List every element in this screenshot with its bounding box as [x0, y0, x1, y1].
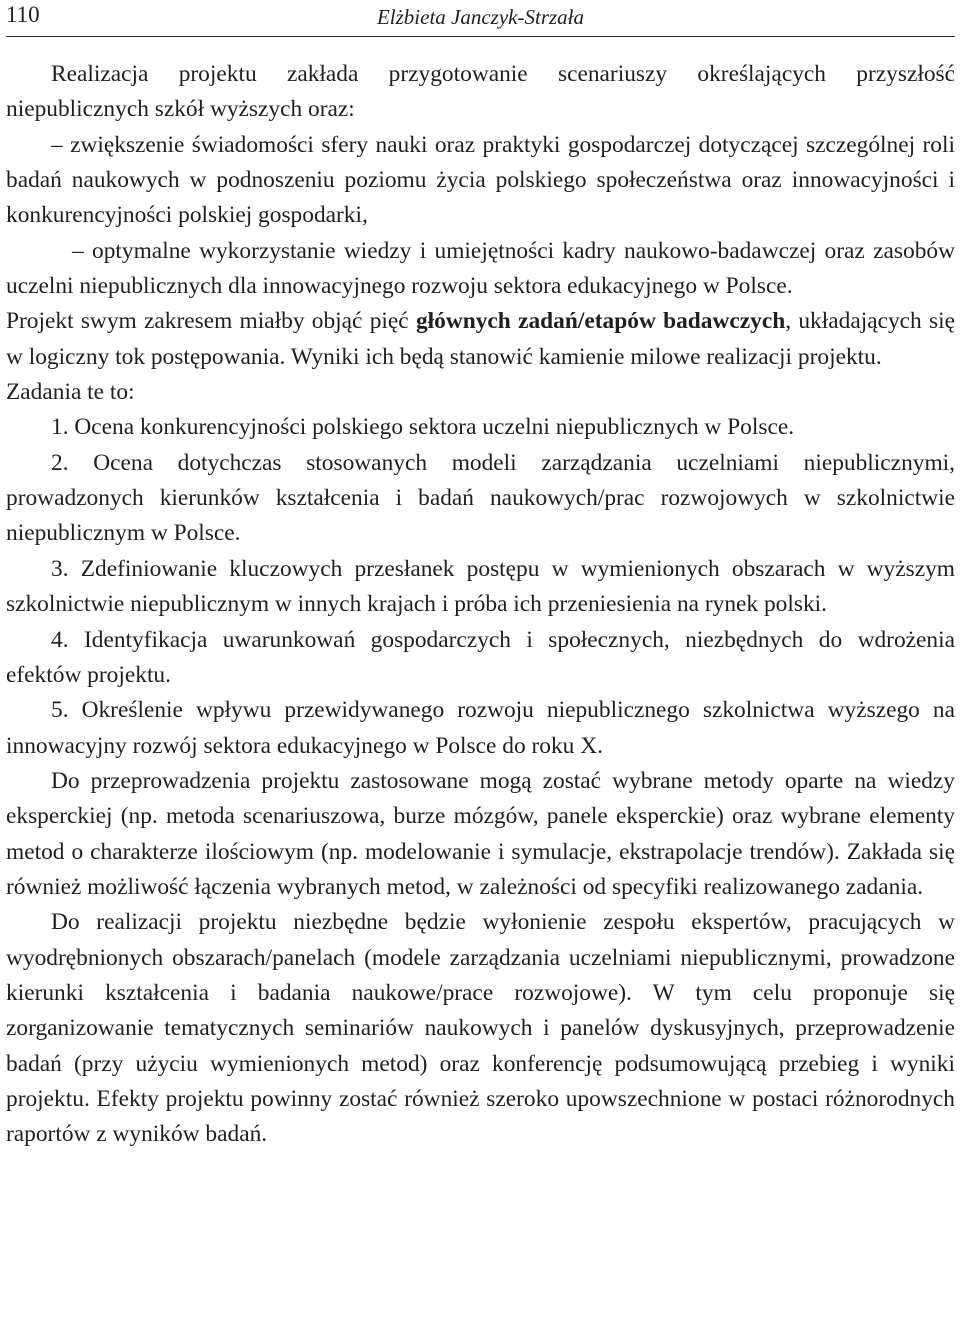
body-text — [6, 57, 955, 1153]
page-number: 110 — [6, 2, 40, 27]
realization-paragraph: Do realizacji projektu niezbędne będzie wyłonienie zespołu ekspertów, pracujących w wyodrębnionych obszarach/panelach (modele zarządzania uczelniami niepublicznymi, prowadzone kierunki kształcenia i badania naukowe/prace rozwojowe). W tym celu proponuje się zorganizowanie tematycznych seminariów naukowych i panelów dyskusyjnych, przeprowadzenie badań (przy użyciu wymienionych metod) oraz konferencję podsumowującą przebieg i wyniki projektu. Efekty projektu powinny zostać również szeroko upowszechnione w postaci różnorodnych raportów z wyników badań. — [6, 909, 955, 1148]
dash-list-item-2: – optymalne wykorzystanie wiedzy i umiejętności kadry naukowo-badawczej oraz zasobów uczelni niepublicznych dla innowacyjnego rozwoju sektora edukacyjnego w Polsce. — [6, 237, 955, 300]
scope-text-end: , układających się w logiczny tok postępowania. Wyniki ich będą stanowić kamienie milowe realizacji projektu. — [6, 308, 955, 370]
task-item: 3. Zdefiniowanie kluczowych przesłanek postępu w wymienionych obszarach w wyższym szkolnictwie niepublicznym w innych krajach i próba ich przeniesienia na rynek polski. — [6, 555, 955, 618]
task-item: 2. Ocena dotychczas stosowanych modeli zarządzania uczelniami niepublicznymi, prowadzonych kierunków kształcenia i badań naukowych/prac rozwojowych w szkolnictwie niepublicznym w Polsce. — [6, 449, 955, 547]
tasks-intro: Zadania te to: — [6, 379, 135, 406]
scope-paragraph — [6, 304, 955, 375]
intro-paragraph: Realizacja projektu zakłada przygotowanie scenariuszy określających przyszłość niepublicznych szkół wyższych oraz: — [6, 61, 955, 123]
methods-paragraph: Do przeprowadzenia projektu zastosowane mogą zostać wybrane metody oparte na wiedzy eksperckiej (np. metoda scenariuszowa, burze mózgów, panele eksperckie) oraz wybrane elementy metod o charakterze ilościowym (np. modelowanie i symulacje, ekstrapolacje trendów). Zakłada się również możliwość łączenia wybranych metod, w zależności od specyfiki realizowanego zadania. — [6, 767, 955, 900]
dash-list-item-1: – zwiększenie świadomości sfery nauki oraz praktyki gospodarczej dotyczącej szczególnej roli badań naukowych w podnoszeniu poziomu życia polskiego społeczeństwa oraz innowacyjności i konkurencyjności polskiej gospodarki, — [6, 131, 955, 229]
page-header — [6, 0, 955, 37]
task-item: 5. Określenie wpływu przewidywanego rozwoju niepublicznego szkolnictwa wyższego na innowacyjny rozwój sektora edukacyjnego w Polsce do roku X. — [6, 697, 955, 759]
running-head-author: Elżbieta Janczyk-Strzała — [376, 5, 585, 29]
task-item: 1. Ocena konkurencyjności polskiego sektora uczelni niepublicznych w Polsce. — [51, 414, 795, 441]
scope-emphasis: głównych zadań/etapów badawczych — [415, 308, 786, 335]
task-item: 4. Identyfikacja uwarunkowań gospodarczych i społecznych, niezbędnych do wdrożenia efektów projektu. — [6, 626, 955, 688]
scope-text-start: Projekt swym zakresem miałby objąć pięć — [6, 308, 416, 335]
